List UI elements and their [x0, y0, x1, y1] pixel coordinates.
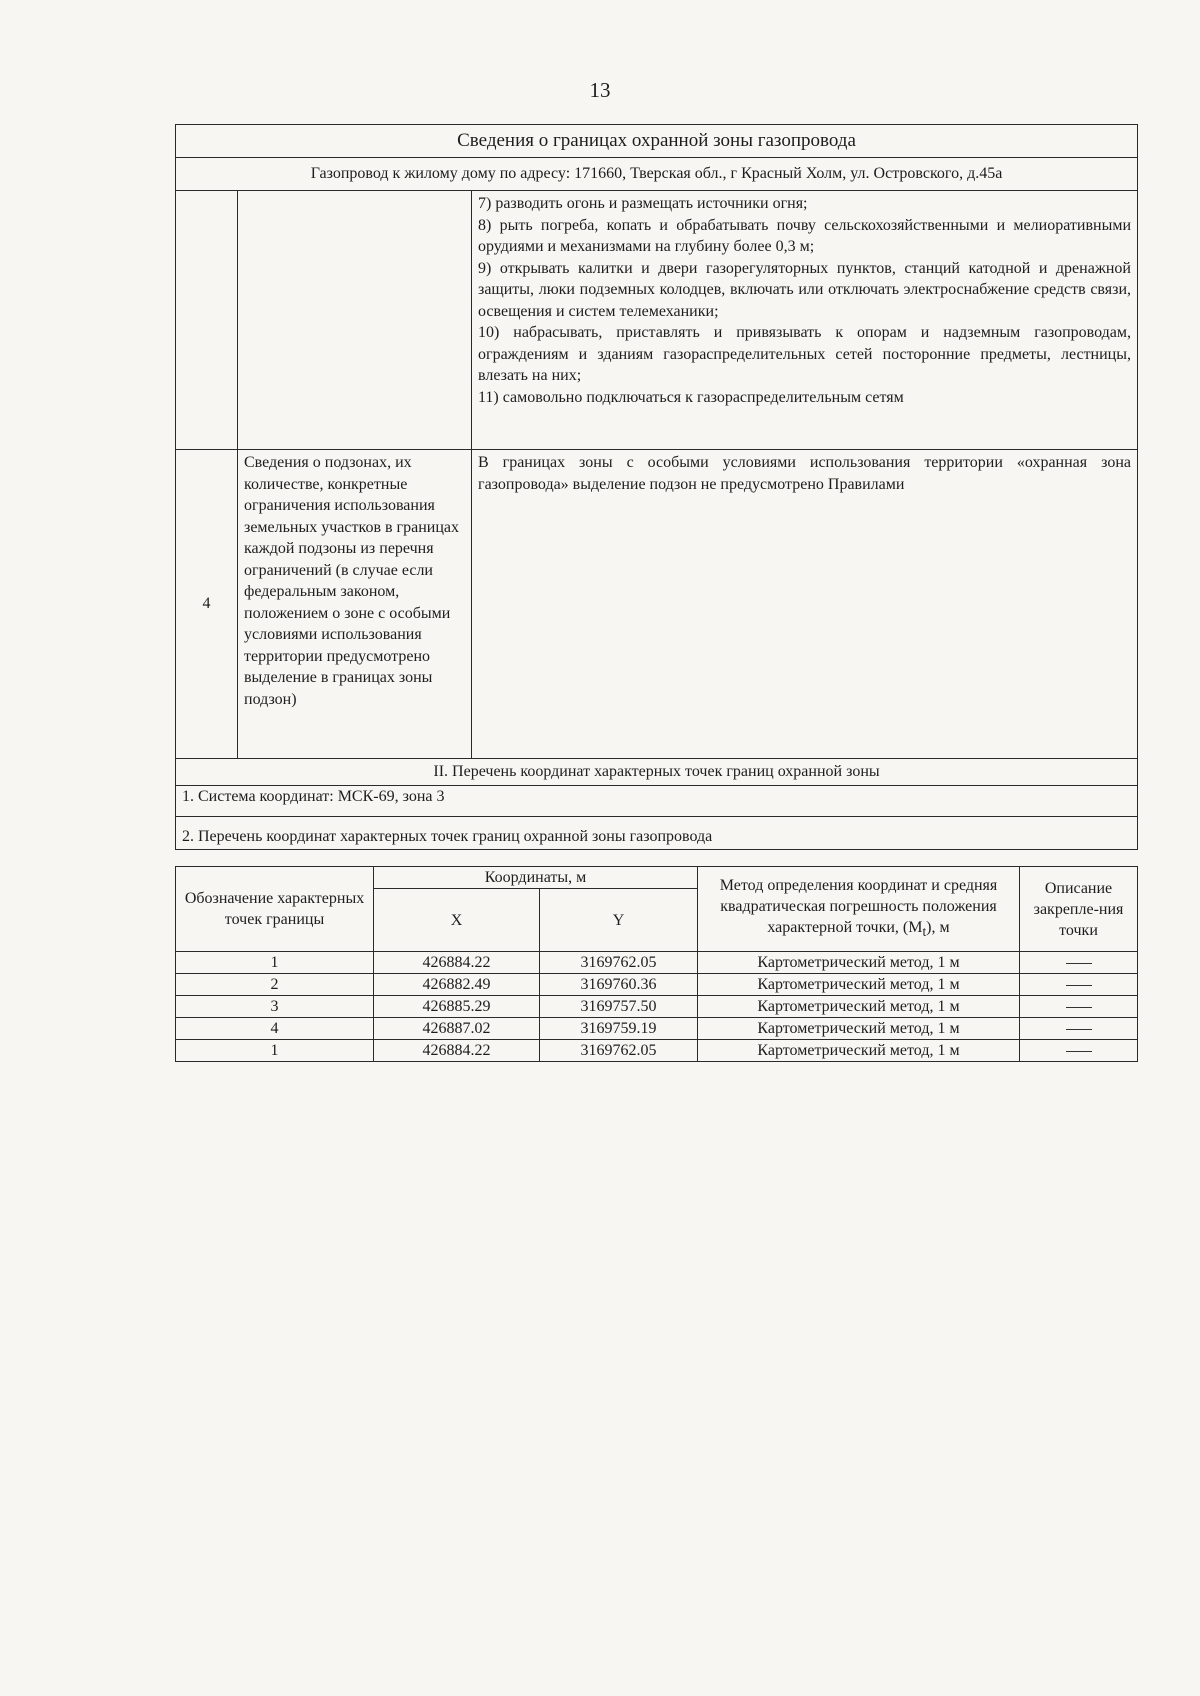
table-row — [176, 1040, 1138, 1062]
restriction-item: 11) самовольно подключаться к газораспределительным сетям — [478, 388, 904, 406]
x-value: 426885.29 — [374, 996, 540, 1018]
coord-system: 1. Система координат: МСК-69, зона 3 — [176, 786, 1138, 817]
table-row — [176, 191, 1138, 450]
y-value: 3169762.05 — [540, 1040, 698, 1062]
table-row — [176, 1018, 1138, 1040]
point-id: 1 — [176, 952, 374, 974]
points-list-title: 2. Перечень координат характерных точек границ охранной зоны газопровода — [176, 817, 1138, 850]
method-value: Картометрический метод, 1 м — [698, 996, 1020, 1018]
header-y: Y — [540, 889, 698, 952]
table-row — [176, 450, 1138, 759]
y-value: 3169759.19 — [540, 1018, 698, 1040]
description-dash — [1020, 952, 1138, 974]
row-label: Сведения о подзонах, их количестве, конкретные ограничения использования земельных участков в границах каждой подзоны из перечня ограничений (в случае если федеральным законом, положением о зоне с особыми условиями использования территории предусмотрено выделение в границах зоны подзон) — [238, 450, 472, 759]
zone-info-table — [175, 124, 1138, 850]
restriction-item: 7) разводить огонь и размещать источники огня; — [478, 195, 808, 212]
x-value: 426882.49 — [374, 974, 540, 996]
header-point: Обозначение характерных точек границы — [176, 867, 374, 952]
table-row — [176, 952, 1138, 974]
y-value: 3169757.50 — [540, 996, 698, 1018]
coordinates-table — [175, 866, 1138, 1062]
restrictions-list — [472, 191, 1138, 450]
description-dash — [1020, 974, 1138, 996]
x-value: 426884.22 — [374, 1040, 540, 1062]
y-value: 3169762.05 — [540, 952, 698, 974]
method-value: Картометрический метод, 1 м — [698, 974, 1020, 996]
section-title: II. Перечень координат характерных точек границ охранной зоны — [176, 759, 1138, 786]
header-description: Описание закрепле-ния точки — [1020, 867, 1138, 952]
x-value: 426887.02 — [374, 1018, 540, 1040]
table-row — [176, 996, 1138, 1018]
description-dash — [1020, 1040, 1138, 1062]
x-value: 426884.22 — [374, 952, 540, 974]
restriction-item: 9) открывать калитки и двери газорегуляторных пунктов, станций катодной и дренажной защиты, люки подземных колодцев, включать или отключать электроснабжение средств связи, освещения и систем телемеханики; — [478, 259, 1131, 320]
method-value: Картометрический метод, 1 м — [698, 952, 1020, 974]
restriction-item: 10) набрасывать, приставлять и привязывать к опорам и надземным газопроводам, ограждениям и зданиям газораспределительных сетей посторонние предметы, лестницы, влезать на них; — [478, 324, 1131, 384]
point-id: 4 — [176, 1018, 374, 1040]
header-method: Метод определения координат и средняя квадратическая погрешность положения характерной точки, $(M_t)$, м — [698, 867, 1020, 952]
method-value: Картометрический метод, 1 м — [698, 1040, 1020, 1062]
address-line: Газопровод к жилому дому по адресу: 171660, Тверская обл., г Красный Холм, ул. Островского, д.45а — [176, 158, 1138, 191]
method-value: Картометрический метод, 1 м — [698, 1018, 1020, 1040]
table-row — [176, 974, 1138, 996]
description-dash — [1020, 1018, 1138, 1040]
point-id: 1 — [176, 1040, 374, 1062]
row-value: В границах зоны с особыми условиями использования территории «охранная зона газопровода» выделение подзон не предусмотрено Правилами — [472, 450, 1138, 759]
table-title: Сведения о границах охранной зоны газопровода — [176, 125, 1138, 158]
description-dash — [1020, 996, 1138, 1018]
point-id: 2 — [176, 974, 374, 996]
restriction-item: 8) рыть погреба, копать и обрабатывать почву сельскохозяйственными и мелиоративными орудиями и механизмами на глубину более 0,3 м; — [478, 216, 1131, 255]
row-number: 4 — [176, 450, 238, 759]
header-coords: Координаты, м — [374, 867, 698, 889]
page-number: 13 — [589, 78, 611, 102]
y-value: 3169760.36 — [540, 974, 698, 996]
point-id: 3 — [176, 996, 374, 1018]
header-x: X — [374, 889, 540, 952]
